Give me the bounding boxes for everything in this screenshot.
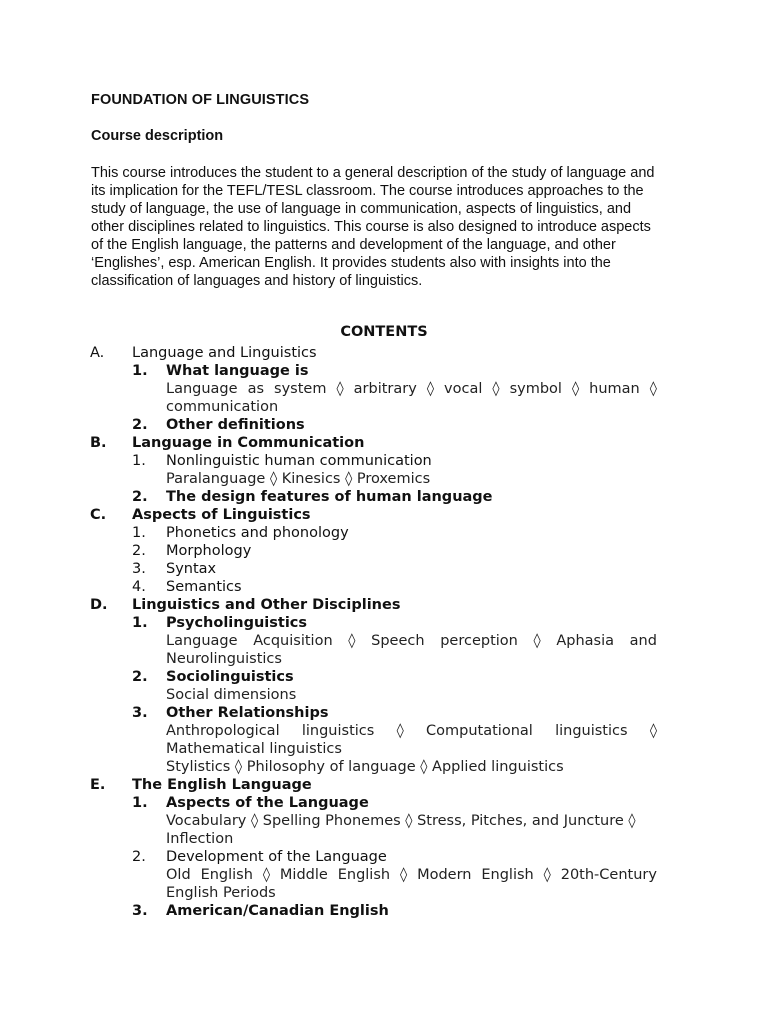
detail-word: linguistics [555,723,628,739]
description-line: classification of languages and history of linguistics. [91,273,423,289]
section-label: E. [90,777,106,793]
outline-item [0,668,768,686]
course-description-heading: Course description [91,128,224,144]
item-number: 3. [132,705,148,721]
outline-section-c [0,506,768,524]
item-number: 2. [132,849,146,865]
outline-item [0,704,768,722]
detail-word: human [589,381,640,397]
detail-word: English [337,867,391,883]
item-title: Sociolinguistics [166,669,294,685]
detail-word: Language [166,633,238,649]
item-detail-text: communication [166,399,279,415]
item-detail [0,650,768,668]
detail-word: ◊ [649,723,657,739]
item-number: 3. [132,561,146,577]
course-description-paragraph [91,164,681,290]
detail-word: system [274,381,327,397]
section-title: Language in Communication [132,435,365,451]
section-title: Linguistics and Other Disciplines [132,597,401,613]
item-title: Psycholinguistics [166,615,308,631]
detail-word: linguistics [301,723,375,739]
item-title: Other definitions [166,417,305,433]
item-number: 2. [132,669,148,685]
outline-item [0,362,768,380]
section-label: C. [90,507,107,523]
section-label: A. [90,345,105,361]
detail-word: ◊ [348,633,356,649]
detail-word: ◊ [492,381,500,397]
detail-word: English [200,867,253,883]
item-number: 3. [132,903,148,919]
detail-word: ◊ [649,381,657,397]
detail-word: perception [440,633,518,649]
item-detail [0,830,768,848]
detail-word: ◊ [543,867,551,883]
description-line: ‘Englishes’, esp. American English. It provides students also with insights into the [91,255,611,271]
item-detail [0,632,768,650]
detail-word: 20th-Century [560,867,657,883]
item-detail-justified [166,722,657,740]
description-line: its implication for the TEFL/TESL classroom. The course introduces approaches to the [91,183,644,199]
item-title: Nonlinguistic human communication [166,453,432,469]
description-line: of the English language, the patterns and development of the language, and other [91,237,616,253]
outline-item [0,848,768,866]
detail-word: ◊ [571,381,580,397]
item-detail-text: English Periods [166,885,276,901]
item-detail-text: Neurolinguistics [166,651,282,667]
document-title: FOUNDATION OF LINGUISTICS [91,92,310,108]
detail-word: vocal [444,381,483,397]
outline-item [0,524,768,542]
section-label: D. [90,597,108,613]
item-number: 1. [132,525,146,541]
item-title: Syntax [166,561,217,577]
outline-item [0,452,768,470]
detail-word: ◊ [533,633,541,649]
item-title: Development of the Language [166,849,387,865]
item-number: 2. [132,543,146,559]
item-title: American/Canadian English [166,903,389,919]
detail-word: ◊ [262,867,270,883]
outline-section-a [0,344,768,362]
outline-item [0,794,768,812]
detail-word: Computational [426,723,533,739]
detail-word: ◊ [396,723,404,739]
description-line: other disciplines related to linguistics. This course is also designed to introduce aspects [91,219,651,235]
detail-word: ◊ [426,381,435,397]
item-detail-justified [166,632,657,650]
item-detail-justified [166,380,657,398]
item-detail [0,470,768,488]
item-detail [0,686,768,704]
item-detail-text: Vocabulary ◊ Spelling Phonemes ◊ Stress, Pitches, and Juncture ◊ [166,813,636,829]
detail-word: Acquisition [253,633,333,649]
item-title: Other Relationships [166,705,329,721]
item-detail [0,866,768,884]
item-detail-justified [166,866,657,884]
item-detail [0,740,768,758]
section-label: B. [90,435,107,451]
detail-word: Aphasia [556,633,614,649]
item-number: 1. [132,615,148,631]
detail-word: Modern [417,867,472,883]
item-detail-text: Mathematical linguistics [166,741,342,757]
detail-word: Middle [279,867,328,883]
detail-word: as [247,381,265,397]
item-title: Morphology [166,543,252,559]
item-detail-text: Social dimensions [166,687,297,703]
outline-section-e [0,776,768,794]
item-number: 1. [132,453,146,469]
outline-item [0,578,768,596]
item-detail-text: Paralanguage ◊ Kinesics ◊ Proxemics [166,471,431,487]
item-detail-text: Inflection [166,831,234,847]
item-detail [0,812,768,830]
outline-item [0,488,768,506]
section-title: Aspects of Linguistics [132,507,311,523]
section-title: The English Language [132,777,312,793]
contents-heading: CONTENTS [340,324,428,340]
section-title: Language and Linguistics [132,345,317,361]
description-line: This course introduces the student to a general description of the study of language and [91,165,655,181]
item-detail [0,722,768,740]
detail-word: English [481,867,534,883]
item-detail [0,380,768,398]
outline-item [0,542,768,560]
detail-word: Speech [371,633,425,649]
item-number: 4. [132,579,146,595]
item-detail [0,758,768,776]
detail-word: arbitrary [353,381,417,397]
item-number: 1. [132,363,148,379]
outline-item [0,902,768,920]
item-title: Aspects of the Language [166,795,369,811]
detail-word: Old [166,867,191,883]
item-number: 2. [132,489,148,505]
outline-section-b [0,434,768,452]
description-line: study of language, the use of language in communication, aspects of linguistics, and [91,201,632,217]
item-title: Semantics [166,579,242,595]
outline-item [0,416,768,434]
item-title: The design features of human language [166,489,493,505]
item-detail-text: Stylistics ◊ Philosophy of language ◊ Applied linguistics [166,759,564,775]
item-number: 1. [132,795,148,811]
outline-section-d [0,596,768,614]
item-number: 2. [132,417,148,433]
detail-word: Anthropological [166,723,280,739]
item-detail [0,398,768,416]
detail-word: ◊ [336,381,344,397]
detail-word: Language [166,381,238,397]
detail-word: and [629,633,657,649]
detail-word: ◊ [399,867,408,883]
detail-word: symbol [509,381,562,397]
item-title: Phonetics and phonology [166,525,349,541]
outline-item [0,614,768,632]
outline-item [0,560,768,578]
item-title: What language is [166,363,309,379]
item-detail [0,884,768,902]
